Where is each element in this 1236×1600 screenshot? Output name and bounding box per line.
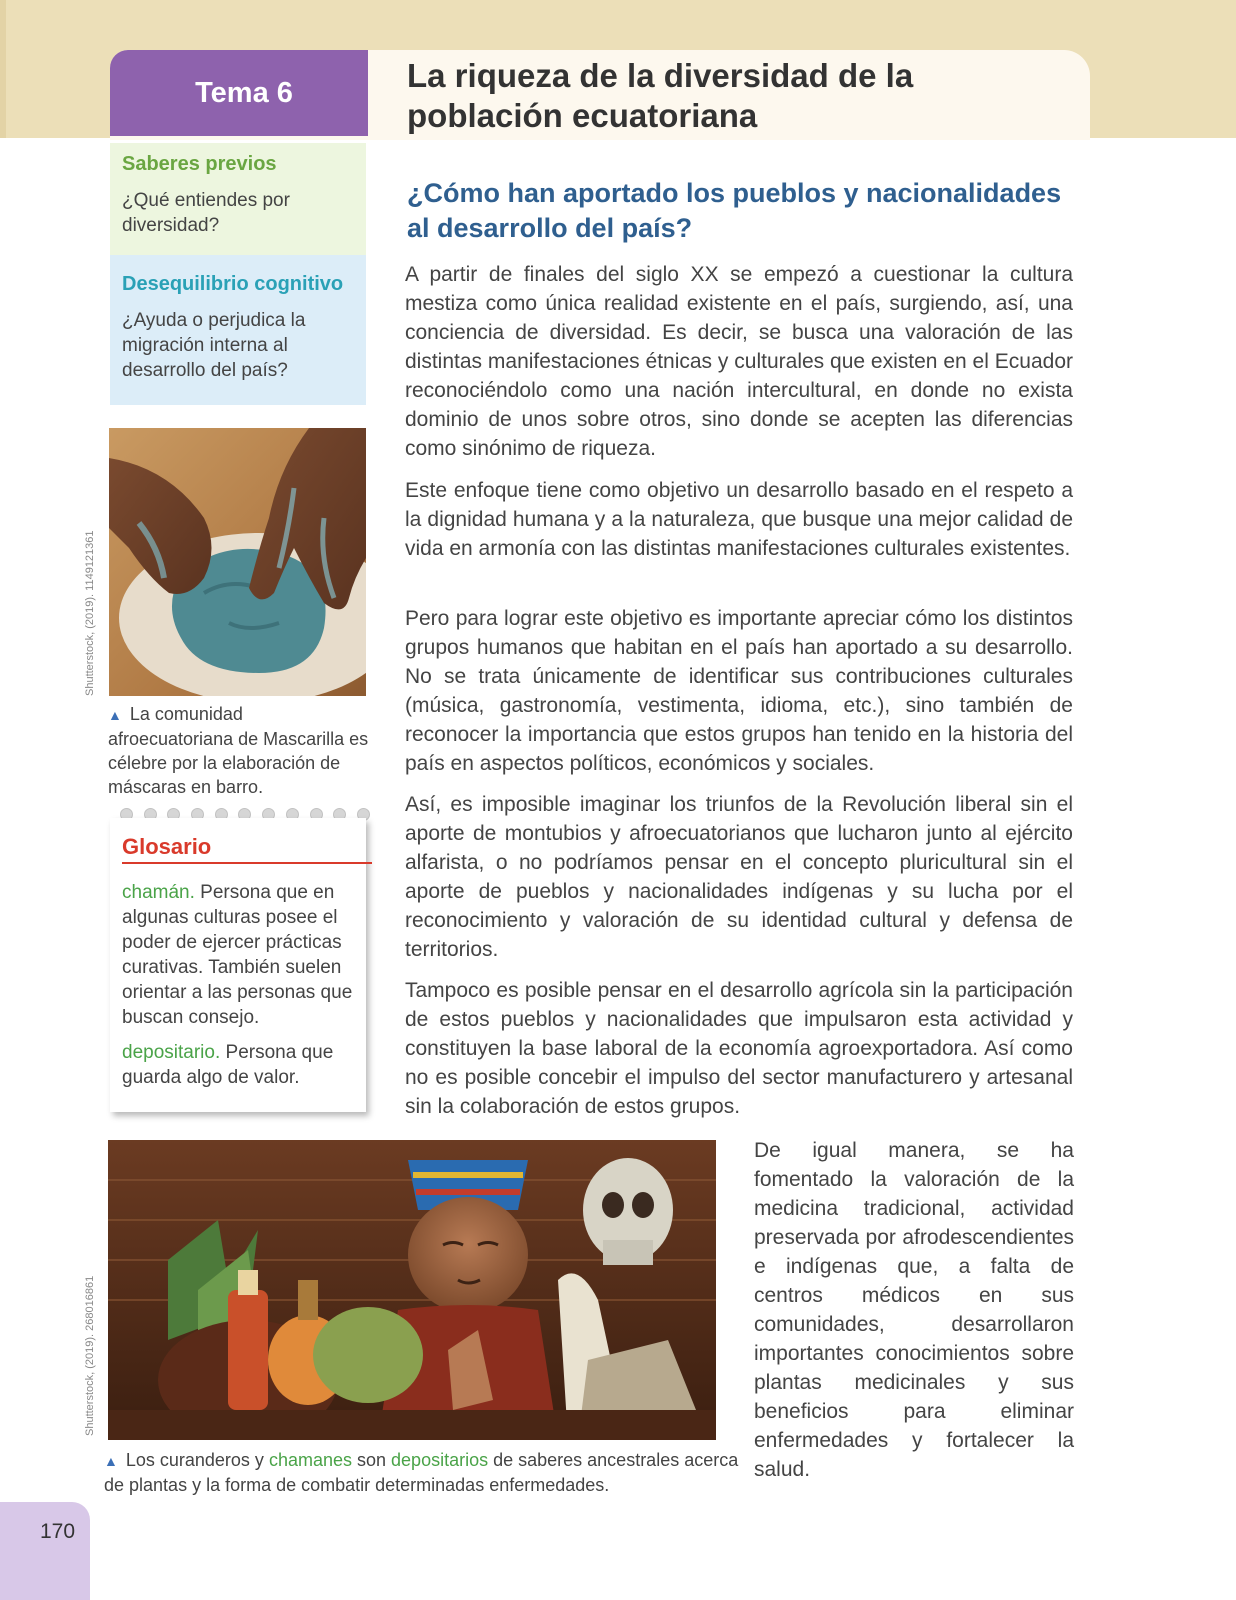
body-paragraph: Así, es imposible imaginar los triunfos de la Revolución liberal sin el aporte de montubios y afroecuatorianos que lucharon junto al ejército alfarista, o no podríamos pensar en el concepto pluricultural sin el aporte de pueblos y nacionalidades indígenas y su lucha por el reconocimiento y valoración de su identidad cultural y defensa de territorios. — [405, 793, 1073, 961]
caption-part: son — [352, 1450, 392, 1470]
glosario-definition: Persona que guarda algo de valor. — [122, 1042, 334, 1088]
saberes-previos-box — [110, 143, 366, 255]
desequilibrio-cognitivo-question: ¿Ayuda o perjudica la migración interna al desarrollo del país? — [122, 310, 306, 381]
glosario-term: chamán. — [122, 882, 195, 903]
glosario-term: depositario. — [122, 1042, 221, 1063]
shaman-photo-caption — [104, 1448, 744, 1497]
glosario-definition: Persona que en algunas culturas posee el poder de ejercer prácticas curativas. También suelen orientar a las personas que buscan consejo. — [122, 882, 353, 1028]
page-number-tab — [0, 1502, 90, 1600]
desequilibrio-cognitivo-heading: Desequilibrio cognitivo — [122, 273, 344, 295]
glosario-box — [110, 818, 366, 1112]
body-paragraph: A partir de finales del siglo XX se empezó a cuestionar la cultura mestiza como única realidad existente en el país, surgiendo, así, una conciencia de diversidad. Es decir, se busca una valoración de las distintas manifestaciones étnicas y culturales que existen en el Ecuador reconociéndolo como una nación intercultural, en donde no exista dominio de unos sobre otros, sino donde se acepten las diferencias como sinónimo de riqueza. — [405, 263, 1073, 460]
caption-term-chamanes: chamanes — [268, 1450, 352, 1470]
caption-triangle-icon: ▲ — [108, 707, 122, 723]
body-paragraph: Pero para lograr este objetivo es importante apreciar cómo los distintos grupos humanos que habitan en el país han aportado a su desarrollo. No se trata únicamente de identificar sus contribuciones culturales (música, gastronomía, vestimenta, idioma, etc.), sino también de reconocer la importancia que estos grupos han tenido en la historia del país en aspectos políticos, económicos y sociales. — [405, 607, 1073, 775]
photo-credit-1: Shutterstock, (2019). 1149121361 — [84, 530, 96, 696]
desequilibrio-cognitivo-box — [110, 255, 366, 405]
tema-tab — [110, 50, 368, 136]
mask-making-illustration — [109, 428, 366, 696]
caption-triangle-icon: ▲ — [104, 1453, 118, 1469]
saberes-previos-heading: Saberes previos — [122, 153, 277, 175]
glosario-title: Glosario — [122, 834, 372, 864]
caption-part: Los curanderos y — [125, 1450, 269, 1470]
section-heading: ¿Cómo han aportado los pueblos y nacionalidades al desarrollo del país? — [407, 178, 1062, 243]
shaman-illustration — [108, 1140, 716, 1440]
page-title: La riqueza de la diversidad de la población ecuatoriana — [407, 57, 914, 134]
caption-part: de saberes ancestrales acerca de plantas y la forma de combatir determinadas enfermedades. — [104, 1450, 739, 1495]
page-number: 170 — [40, 1520, 76, 1543]
mask-photo-caption-text: La comunidad afroecuatoriana de Mascarilla es célebre por la elaboración de máscaras en barro. — [108, 704, 369, 797]
photo-credit-2: Shutterstock, (2019). 268016861 — [84, 1275, 96, 1436]
tema-label: Tema 6 — [195, 76, 293, 109]
glosario-entry — [122, 1040, 354, 1090]
saberes-previos-question: ¿Qué entiendes por diversidad? — [122, 190, 290, 236]
mask-photo-caption — [108, 702, 370, 799]
caption-term-depositarios: depositarios — [391, 1450, 489, 1470]
glosario-entry — [122, 880, 354, 1030]
side-paragraph: De igual manera, se ha fomentado la valoración de la medicina tradicional, actividad preservada por afrodescendientes e indígenas que, a falta de centros médicos en sus comunidades, desarrollaron importantes conocimientos sobre plantas medicinales y sus beneficios para eliminar enfermedades y fortalecer la salud. — [754, 1139, 1074, 1481]
body-paragraph: Tampoco es posible pensar en el desarrollo agrícola sin la participación de estos pueblos y nacionalidades que impulsaron esta actividad y constituyen la base laboral de la economía agroexportadora. Así como no es posible concebir el impulso del sector manufacturero y artesanal sin la colaboración de estos grupos. — [405, 979, 1073, 1118]
margin-line — [0, 0, 6, 138]
mask-making-photo — [109, 428, 366, 696]
body-paragraph: Este enfoque tiene como objetivo un desarrollo basado en el respeto a la dignidad humana y a la naturaleza, que busque una mejor calidad de vida en armonía con las distintas manifestaciones culturales existentes. — [405, 479, 1073, 560]
shaman-photo — [108, 1140, 716, 1440]
